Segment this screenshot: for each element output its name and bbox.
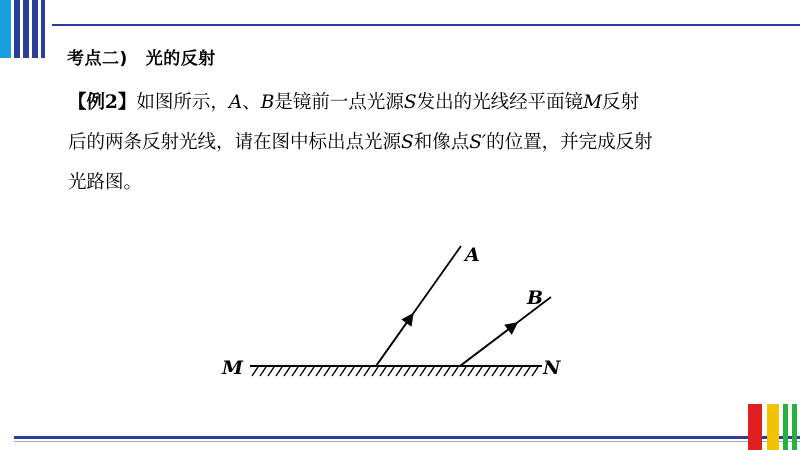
footer-decoration — [748, 404, 800, 450]
hatch-mark — [444, 367, 450, 376]
deco-bar-red — [748, 404, 762, 450]
hatch-mark — [436, 367, 442, 376]
text-segment: 、 — [242, 92, 261, 113]
hatch-mark — [340, 367, 346, 376]
deco-bar-sky — [0, 0, 11, 58]
deco-bar-green-2 — [792, 404, 797, 450]
hatch-mark — [396, 367, 402, 376]
hatch-mark — [292, 367, 298, 376]
reflection-diagram — [220, 240, 580, 390]
hatch-mark — [476, 367, 482, 376]
section-number: 考点二) — [67, 49, 128, 69]
hatch-mark — [404, 367, 410, 376]
var-m: M — [583, 92, 603, 113]
var-b: B — [260, 92, 275, 113]
var-a: A — [228, 92, 243, 113]
deco-bar-navy-2 — [23, 0, 29, 58]
text-segment: 是镜前一点光源 — [274, 92, 404, 113]
footer-rule — [14, 436, 800, 439]
label-n: N — [543, 357, 561, 379]
hatch-mark — [252, 367, 258, 376]
hatch-mark — [284, 367, 290, 376]
hatch-mark — [532, 367, 538, 376]
footer-rule-thin — [14, 441, 800, 442]
hatch-mark — [452, 367, 458, 376]
ray-a-arrow — [376, 318, 410, 366]
text-segment: 的位置，并完成反射 — [486, 132, 653, 153]
problem-text — [68, 83, 768, 203]
diagram-svg — [220, 240, 580, 390]
hatch-mark — [516, 367, 522, 376]
var-s-prime: S′ — [469, 132, 487, 153]
hatch-mark — [364, 367, 370, 376]
var-s: S — [403, 92, 417, 113]
text-segment: 光路图。 — [68, 172, 143, 193]
hatch-mark — [260, 367, 266, 376]
problem-line-1 — [68, 83, 768, 123]
hatch-mark — [268, 367, 274, 376]
problem-line-3 — [68, 163, 768, 203]
hatch-mark — [276, 367, 282, 376]
hatch-mark — [460, 367, 466, 376]
label-a: A — [465, 244, 480, 266]
hatch-mark — [492, 367, 498, 376]
hatch-mark — [500, 367, 506, 376]
text-segment: 后的两条反射光线，请在图中标出点光源 — [68, 132, 402, 153]
header-rule — [52, 24, 800, 26]
hatch-mark — [372, 367, 378, 376]
deco-bar-yellow — [767, 404, 779, 450]
hatch-mark — [308, 367, 314, 376]
hatch-mark — [468, 367, 474, 376]
text-segment: 和像点 — [413, 132, 470, 153]
example-tag: 【例2】 — [68, 92, 137, 113]
section-title — [67, 44, 216, 69]
hatch-mark — [412, 367, 418, 376]
var-s: S — [401, 132, 414, 153]
hatch-mark — [388, 367, 394, 376]
deco-bar-navy-3 — [32, 0, 38, 58]
hatch-mark — [356, 367, 362, 376]
deco-bar-navy-4 — [41, 0, 45, 58]
section-subtitle: 光的反射 — [145, 49, 216, 69]
hatch-mark — [348, 367, 354, 376]
hatch-mark — [428, 367, 434, 376]
hatch-mark — [508, 367, 514, 376]
hatch-mark — [332, 367, 338, 376]
hatch-mark — [484, 367, 490, 376]
problem-line-2 — [68, 123, 768, 163]
deco-bar-navy-1 — [14, 0, 20, 58]
hatch-mark — [316, 367, 322, 376]
mirror-hatching — [252, 367, 538, 376]
text-segment: 发出的光线经平面镜 — [416, 92, 584, 113]
header-decoration — [0, 0, 48, 60]
deco-bar-green-1 — [783, 404, 788, 450]
hatch-mark — [420, 367, 426, 376]
ray-b-arrow — [460, 326, 513, 366]
text-segment: 反射 — [602, 92, 640, 113]
label-b: B — [527, 287, 544, 309]
hatch-mark — [324, 367, 330, 376]
hatch-mark — [380, 367, 386, 376]
text-segment: 如图所示， — [136, 92, 229, 113]
hatch-mark — [524, 367, 530, 376]
label-m: M — [222, 357, 244, 379]
hatch-mark — [300, 367, 306, 376]
